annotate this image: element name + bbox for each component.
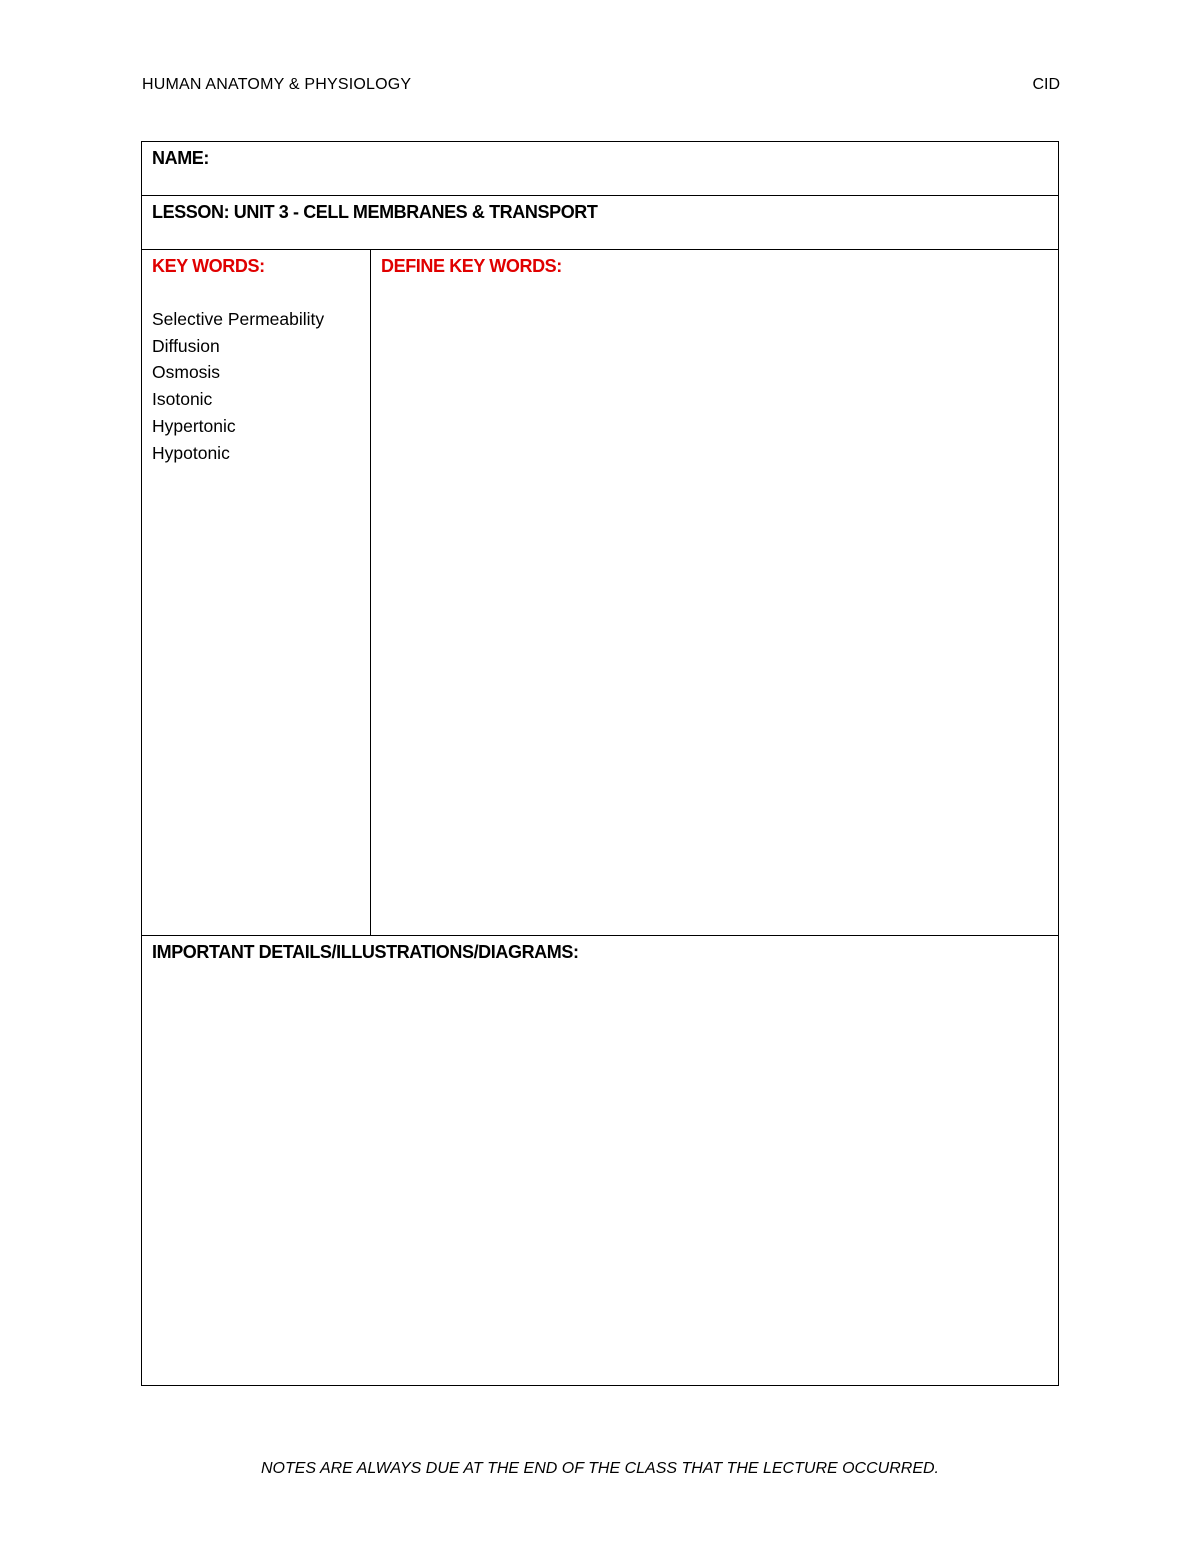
- define-key-words-column[interactable]: [371, 250, 1058, 935]
- key-words-row: [142, 250, 1058, 936]
- key-word-item: Osmosis: [152, 362, 221, 383]
- course-code: CID: [1032, 76, 1060, 93]
- key-word-item: Hypotonic: [152, 442, 230, 463]
- name-row[interactable]: [142, 142, 1058, 196]
- name-label: NAME:: [152, 148, 209, 168]
- key-words-list: [152, 306, 324, 466]
- key-word-item: Isotonic: [152, 389, 213, 410]
- footer-note: NOTES ARE ALWAYS DUE AT THE END OF THE CLASS THAT THE LECTURE OCCURRED.: [260, 1460, 939, 1477]
- key-word-item: Hypertonic: [152, 415, 236, 436]
- lesson-row: [142, 196, 1058, 250]
- course-title: HUMAN ANATOMY & PHYSIOLOGY: [142, 76, 412, 93]
- details-row[interactable]: [142, 936, 1058, 1385]
- key-words-label: KEY WORDS:: [152, 256, 265, 276]
- notes-form: [141, 141, 1059, 1386]
- details-label: IMPORTANT DETAILS/ILLUSTRATIONS/DIAGRAMS:: [152, 942, 579, 962]
- page-header: [142, 76, 1060, 98]
- define-key-words-label: DEFINE KEY WORDS:: [381, 256, 562, 276]
- key-word-item: Selective Permeability: [152, 309, 325, 329]
- key-word-item: Diffusion: [152, 335, 220, 356]
- key-words-column: [142, 250, 371, 935]
- lesson-label: LESSON: UNIT 3 - CELL MEMBRANES & TRANSPORT: [152, 202, 598, 222]
